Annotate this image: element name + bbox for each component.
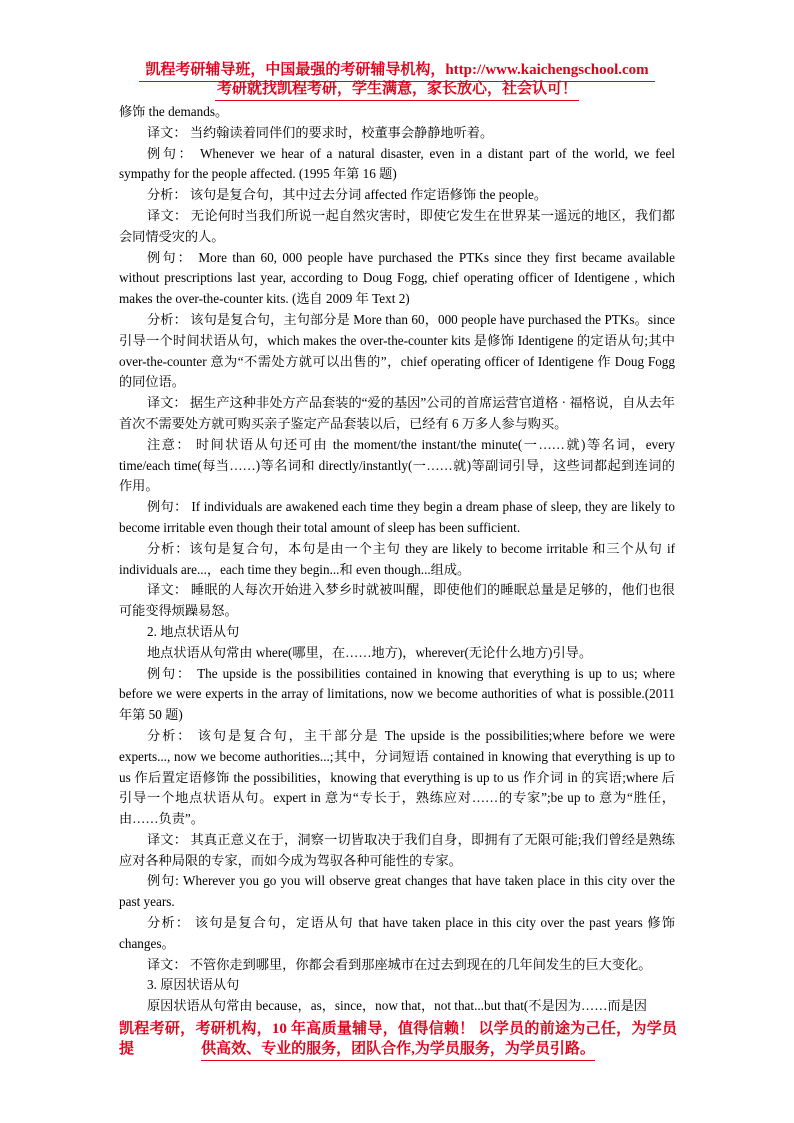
paragraph: 分析： 该句是复合句，其中过去分词 affected 作定语修饰 the people。 (147, 187, 548, 203)
paragraph: 译文： 不管你走到哪里，你都会看到那座城市在过去到现在的几年间发生的巨大变化。 (147, 956, 652, 972)
paragraph: 注意： 时间状语从句还可由 the moment/the instant/the minute(一……就)等名词，every time/each time(每当……)等名词和 directly/instantly(一……就)等副词引导，这些词都起到连词的作用。 (119, 436, 675, 494)
header-line-1 (118, 61, 676, 82)
paragraph: 分析：该句是复合句，本句是由一个主句 they are likely to become irritable 和三个从句 if individuals are...，each time they begin...和 even though...组成。 (119, 540, 675, 577)
header-line-2 (118, 80, 676, 101)
footer-line-2-text: 供高效、专业的服务，团队合作,为学员服务，为学员引路。 (201, 1039, 595, 1061)
paragraph: 例句： Whenever we hear of a natural disaster, even in a distant part of the world, we feel sympathy for the people affected. (1995 年第 16 题) (119, 145, 675, 182)
paragraph: 例句： The upside is the possibilities contained in knowing that everything is up to us; where before we were experts in the array of limitations, now we become authorities of what is possible.(2011 年第 50 题) (119, 665, 675, 723)
paragraph: 译文： 无论何时当我们所说一起自然灾害时，即使它发生在世界某一遥远的地区，我们都会同情受灾的人。 (119, 207, 675, 244)
paragraph: 原因状语从句常由 because，as，since，now that，not that...but that(不是因为……而是因 (147, 998, 647, 1014)
paragraph: 译文： 其真正意义在于，洞察一切皆取决于我们自身，即拥有了无限可能;我们曾经是熟练应对各种局限的专家，而如今成为驾驭各种可能性的专家。 (119, 831, 675, 868)
paragraph: 分析： 该句是复合句，定语从句 that have taken place in this city over the past years 修饰 changes。 (119, 915, 675, 951)
paragraph: 译文： 睡眠的人每次开始进入梦乡时就被叫醒，即使他们的睡眠总量是足够的，他们也很可能变得烦躁易怒。 (119, 582, 675, 619)
paragraph: 例句: Wherever you go you will observe great changes that have taken place in this city over the past years. (119, 873, 675, 910)
paragraph: 地点状语从句常由 where(哪里，在……地方)，wherever(无论什么地方)引导。 (147, 644, 593, 660)
paragraph: 例句： More than 60, 000 people have purchased the PTKs since they first became available without prescriptions last year, according to Doug Fogg, chief operating officer of Identigene , which makes the over-the-counter kits. (选自 2009 年 Text 2) (119, 249, 675, 307)
body-text (119, 102, 675, 1017)
paragraph: 修饰 the demands。 (119, 104, 229, 119)
paragraph: 3. 原因状语从句 (147, 977, 240, 993)
header-line-2-text: 考研就找凯程考研，学生满意，家长放心，社会认可！ (215, 80, 579, 101)
footer-line-1: 凯程考研，考研机构，10 年高质量辅导，值得信赖！ 以学员的前途为己任，为学员提 (119, 1021, 677, 1057)
paragraph: 分析： 该句是复合句，主句部分是 More than 60，000 people have purchased the PTKs。since 引导一个时间状语从句，which makes the over-the-counter kits 是修饰 Identigene 的定语从句;其中 over-the-counter 意为“不需处方就可以出售的”，chief operating officer of Identigene 作 Doug Fogg 的同位语。 (119, 311, 675, 390)
paragraph: 译文： 据生产这种非处方产品套装的“爱的基因”公司的首席运营官道格 · 福格说，自从去年首次不需要处方就可购买亲子鉴定产品套装以后，已经有 6 万多人参与购买。 (119, 395, 675, 431)
footer-line-2 (119, 1039, 677, 1061)
header-line-1-text: 凯程考研辅导班，中国最强的考研辅导机构，http://www.kaichengschool.com (139, 61, 654, 82)
paragraph: 译文： 当约翰读着同伴们的要求时，校董事会静静地听着。 (147, 124, 494, 140)
paragraph: 分析： 该句是复合句，主干部分是 The upside is the possibilities;where before we were experts..., now we become authorities...;其中，分词短语 contained in knowing that everything is up to us 作后置定语修饰 the possibilities，knowing that everything is up to us 作介词 in 的宾语;where 后引导一个地点状语从句。expert in 意为“专长于，熟练应对……的专家”;be up to 意为“胜任，由……负责”。 (119, 727, 675, 827)
paragraph: 2. 地点状语从句 (147, 623, 240, 639)
paragraph: 例句： If individuals are awakened each time they begin a dream phase of sleep, they are likely to become irritable even though their total amount of sleep has been sufficient. (119, 499, 675, 535)
